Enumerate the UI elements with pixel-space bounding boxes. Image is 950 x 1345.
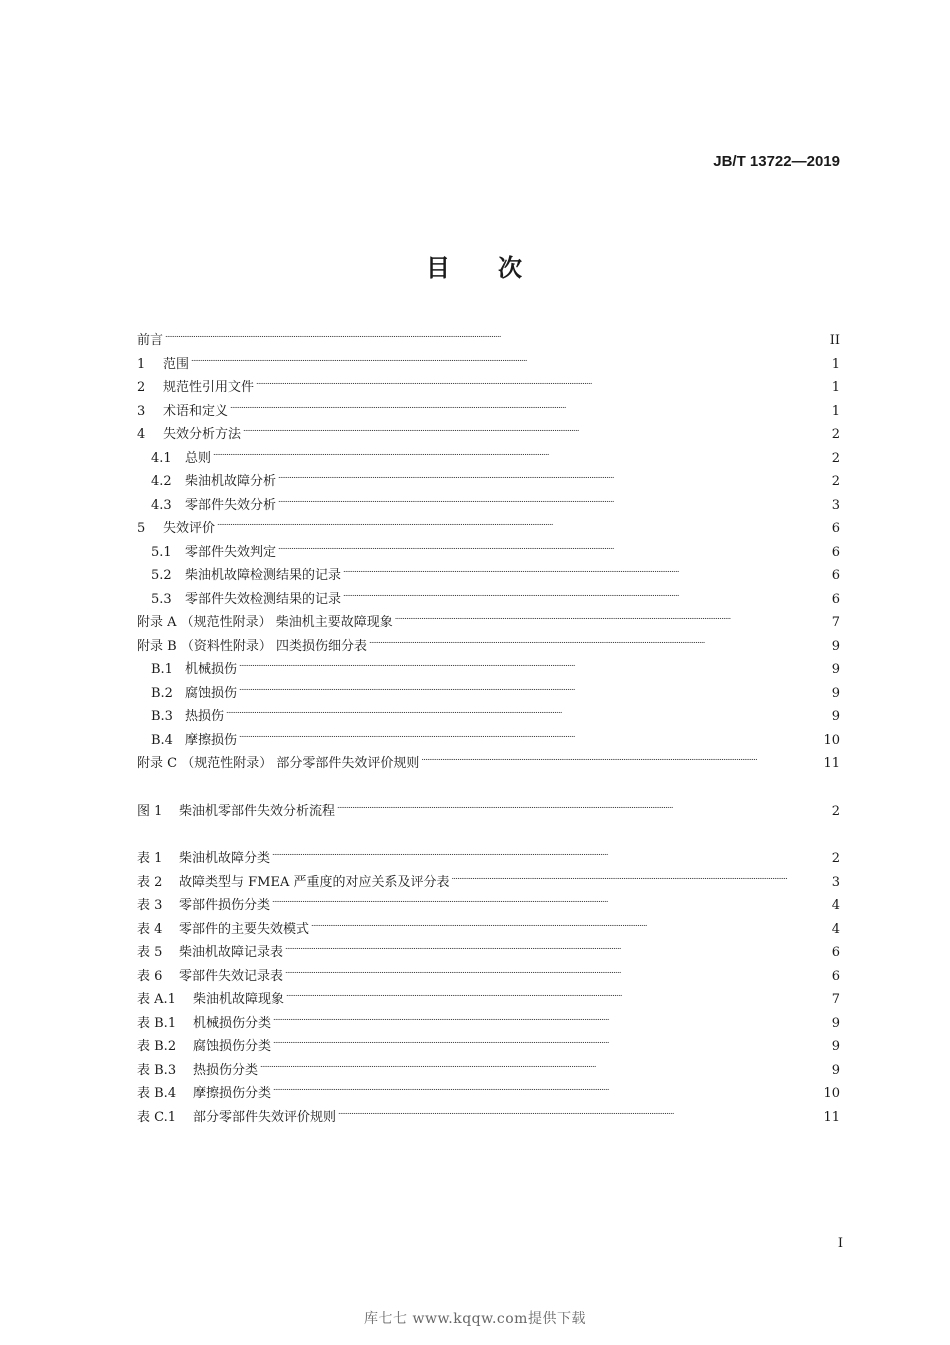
table-entry-page: 9: [831, 1039, 840, 1054]
dot-leader: [285, 936, 828, 956]
toc-entry-label: 零部件失效分析: [185, 497, 277, 513]
toc-entry-label: 附录 A （规范性附录） 柴油机主要故障现象: [137, 615, 393, 630]
toc-entry[interactable]: [151, 465, 840, 489]
table-entry-label: 零部件失效记录表: [179, 968, 284, 984]
toc-entry-number: 4.2: [151, 474, 172, 489]
toc-entry-number: 4.3: [151, 497, 172, 513]
table-entry[interactable]: [137, 983, 840, 1007]
table-entry-page: 9: [831, 1062, 840, 1078]
toc-entry-page: 2: [831, 427, 840, 442]
dot-leader: [451, 866, 827, 886]
table-entry-page: 7: [831, 992, 840, 1007]
toc-entry-page: 9: [831, 662, 840, 677]
table-entry-label: 部分零部件失效评价规则: [193, 1109, 337, 1125]
toc-entry-page: 9: [831, 685, 840, 701]
table-entry-page: 3: [831, 874, 840, 890]
table-entry-number: 表 B.2: [137, 1039, 177, 1054]
toc-entry-page: 1: [831, 356, 840, 372]
table-entry-page: 2: [831, 851, 840, 866]
toc-entry-page: 1: [831, 403, 840, 419]
toc-entry-number: B.2: [151, 685, 173, 701]
toc-entry[interactable]: [137, 512, 840, 536]
dot-leader: [369, 630, 828, 650]
toc-entry-number: B.3: [151, 709, 173, 724]
toc-entry[interactable]: [137, 418, 840, 442]
table-entry-number: 表 B.1: [137, 1015, 177, 1031]
toc-entry-number: 1: [137, 356, 146, 372]
table-entry[interactable]: [137, 1101, 840, 1125]
dot-leader: [343, 583, 828, 603]
dot-leader: [273, 1030, 828, 1050]
toc-entry-label: 热损伤: [185, 709, 225, 724]
table-entry-label: 热损伤分类: [193, 1062, 259, 1078]
table-entry-page: 4: [831, 921, 840, 937]
toc-entry[interactable]: [151, 677, 840, 701]
dot-leader: [343, 559, 828, 579]
dot-leader: [191, 348, 828, 368]
toc-entry[interactable]: [137, 630, 840, 654]
table-entry[interactable]: [137, 889, 840, 913]
table-entry-number: 表 B.3: [137, 1062, 177, 1078]
dot-leader: [273, 1077, 819, 1097]
table-entry[interactable]: [137, 1007, 840, 1031]
toc-entry-label: 附录 C （规范性附录） 部分零部件失效评价规则: [137, 756, 420, 771]
toc-entry[interactable]: [151, 559, 840, 583]
table-entry-label: 摩擦损伤分类: [193, 1086, 272, 1101]
toc-entry-number: 5.3: [151, 591, 172, 607]
dot-leader: [278, 536, 828, 556]
table-entry-label: 柴油机故障记录表: [179, 945, 284, 960]
toc-entry-label: 摩擦损伤: [185, 732, 238, 748]
figure-entry-page: 2: [831, 803, 840, 819]
toc-entry[interactable]: [137, 606, 840, 630]
toc-entry-label: 零部件失效判定: [185, 544, 277, 560]
toc-entry-page: 6: [831, 544, 840, 560]
toc-entry-label: 柴油机故障检测结果的记录: [185, 568, 342, 583]
table-entry-number: 表 A.1: [137, 992, 176, 1007]
table-entry-label: 故障类型与 FMEA 严重度的对应关系及评分表: [179, 874, 450, 890]
toc-entry-label: 零部件失效检测结果的记录: [185, 591, 342, 607]
table-entry-number: 表 C.1: [137, 1109, 177, 1125]
table-entry[interactable]: [137, 1077, 840, 1101]
toc-entry-page: 3: [831, 497, 840, 513]
table-entry-label: 机械损伤分类: [193, 1015, 272, 1031]
dot-leader: [243, 418, 828, 438]
toc-entry-page: 6: [831, 521, 840, 536]
toc-entry-page: 2: [831, 474, 840, 489]
dot-leader: [272, 842, 828, 862]
dot-leader: [278, 465, 828, 485]
toc-entry-number: B.1: [151, 662, 173, 677]
toc-entry-page: 2: [831, 450, 840, 466]
toc-entry-label: 柴油机故障分析: [185, 474, 277, 489]
toc-entry[interactable]: [151, 700, 840, 724]
page-number: I: [837, 1236, 843, 1251]
dot-leader: [213, 442, 828, 462]
toc-entry[interactable]: [137, 348, 840, 372]
table-entry-number: 表 1: [137, 851, 163, 866]
table-entry-number: 表 4: [137, 921, 163, 937]
toc-title-char-2: 次: [498, 254, 524, 282]
toc-entry[interactable]: [137, 371, 840, 395]
dot-leader: [260, 1054, 828, 1074]
figure-entry-label: 柴油机零部件失效分析流程: [179, 803, 336, 819]
toc-entry-label: 腐蚀损伤: [185, 685, 238, 701]
dot-leader: [256, 371, 828, 391]
table-entry-label: 零部件损伤分类: [179, 898, 271, 913]
toc-entry-page: 6: [831, 591, 840, 607]
toc-title-char-1: 目: [426, 254, 452, 282]
toc-entry[interactable]: [137, 747, 840, 771]
toc-entry[interactable]: [151, 442, 840, 466]
table-entry-label: 零部件的主要失效模式: [179, 921, 310, 937]
table-entry-number: 表 3: [137, 898, 163, 913]
dot-leader: [239, 653, 828, 673]
table-entry[interactable]: [137, 936, 840, 960]
toc-entry-page: 9: [831, 638, 840, 654]
dot-leader: [338, 1101, 819, 1121]
table-entry[interactable]: [137, 1054, 840, 1078]
table-entry[interactable]: [137, 842, 840, 866]
dot-leader: [421, 747, 819, 767]
standard-code: JB/T 13722—2019: [713, 153, 840, 170]
table-entry-page: 10: [823, 1086, 840, 1101]
toc-entry[interactable]: [151, 653, 840, 677]
dot-leader: [311, 913, 828, 933]
table-entry[interactable]: [137, 1030, 840, 1054]
watermark-text: 库七七 www.kqqw.com提供下载: [364, 1311, 586, 1327]
toc-entry-number: 5.1: [151, 544, 172, 560]
toc-entry-number: 2: [137, 380, 146, 395]
toc-entry-label: 术语和定义: [163, 403, 229, 419]
table-entry-label: 腐蚀损伤分类: [193, 1039, 272, 1054]
toc-entry-number: B.4: [151, 732, 173, 748]
table-entry-number: 表 5: [137, 945, 163, 960]
toc-entry-page: 11: [823, 756, 840, 771]
table-entry-page: 9: [831, 1015, 840, 1031]
toc-entry-page: II: [829, 333, 840, 348]
toc-entry-page: 6: [831, 568, 840, 583]
toc-entry-label: 附录 B （资料性附录） 四类损伤细分表: [137, 638, 367, 654]
dot-leader: [165, 324, 826, 344]
toc-entry-number: 3: [137, 403, 146, 419]
toc-entry[interactable]: [137, 324, 840, 348]
dot-leader: [286, 983, 828, 1003]
toc-entry[interactable]: [137, 395, 840, 419]
table-entry[interactable]: [137, 960, 840, 984]
table-entry-label: 柴油机故障分类: [179, 851, 271, 866]
dot-leader: [217, 512, 828, 532]
dot-leader: [239, 677, 828, 697]
dot-leader: [337, 795, 828, 815]
toc-entry-page: 10: [823, 732, 840, 748]
toc-entry-page: 9: [831, 709, 840, 724]
toc-entry-page: 7: [831, 615, 840, 630]
toc-entry-number: 4.1: [151, 450, 172, 466]
toc-entry[interactable]: [151, 724, 840, 748]
table-entry-number: 表 2: [137, 874, 163, 890]
dot-leader: [273, 1007, 828, 1027]
table-entry-label: 柴油机故障现象: [193, 992, 285, 1007]
table-entry-page: 11: [823, 1109, 840, 1125]
toc-entry-label: 失效评价: [163, 521, 216, 536]
toc-entry-number: 5.2: [151, 568, 172, 583]
toc-entry-label: 机械损伤: [185, 662, 238, 677]
toc-entry[interactable]: [151, 536, 840, 560]
toc-entry-label: 前言: [137, 333, 164, 348]
table-entry-page: 4: [831, 898, 840, 913]
toc-entry-number: 5: [137, 521, 146, 536]
dot-leader: [278, 489, 828, 509]
toc-entry-label: 总则: [185, 450, 212, 466]
toc-entry-page: 1: [831, 380, 840, 395]
toc-entry[interactable]: [151, 489, 840, 513]
toc-entry-label: 范围: [163, 356, 190, 372]
table-entry-number: 表 6: [137, 968, 163, 984]
table-entry[interactable]: [137, 866, 840, 890]
toc-entry-label: 失效分析方法: [163, 427, 242, 442]
toc-title: [0, 248, 950, 283]
table-entry-number: 表 B.4: [137, 1086, 177, 1101]
toc-entry-number: 4: [137, 427, 146, 442]
figure-entry-number: 图 1: [137, 803, 163, 819]
toc-entry-label: 规范性引用文件: [163, 380, 255, 395]
dot-leader: [226, 700, 828, 720]
table-entry-page: 6: [831, 945, 840, 960]
dot-leader: [395, 606, 828, 626]
figure-entry[interactable]: [137, 795, 840, 819]
table-entry-page: 6: [831, 968, 840, 984]
dot-leader: [285, 960, 828, 980]
toc-entry[interactable]: [151, 583, 840, 607]
table-entry[interactable]: [137, 913, 840, 937]
dot-leader: [230, 395, 828, 415]
dot-leader: [272, 889, 828, 909]
dot-leader: [239, 724, 819, 744]
